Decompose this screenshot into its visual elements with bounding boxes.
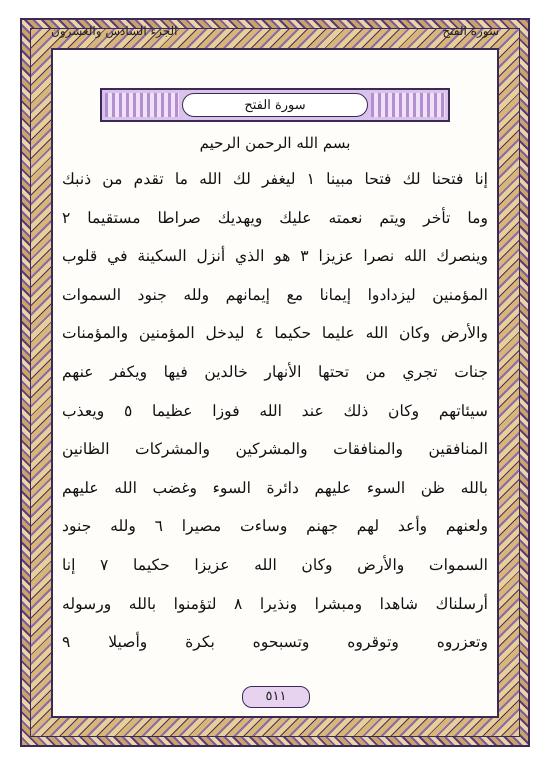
- verse-line: إنا فتحنا لك فتحا مبينا ١ ليغفر لك الله ما تقدم من ذنبك: [62, 170, 488, 188]
- juz-label: الجزء السادس والعشرون: [51, 24, 178, 38]
- verse-line: المؤمنين ليزدادوا إيمانا مع إيمانهم ولله جنود السموات: [62, 285, 488, 304]
- verse-line: والأرض وكان الله عليما حكيما ٤ ليدخل المؤمنين والمؤمنات: [62, 324, 488, 343]
- banner-ornament-left: [105, 93, 179, 117]
- verse-line: سيئاتهم وكان ذلك عند الله فوزا عظيما ٥ ويعذب: [62, 401, 488, 420]
- verse-line: جنات تجري من تحتها الأنهار خالدين فيها ويكفر عنهم: [62, 362, 488, 381]
- verse-line: وما تأخر ويتم نعمته عليك ويهديك صراطا مستقيما ٢: [62, 208, 488, 227]
- banner-ornament-right: [371, 93, 445, 117]
- bismillah: بسم الله الرحمن الرحيم: [199, 134, 351, 152]
- verse-line: وتعزروه وتوقروه وتسبحوه بكرة وأصيلا ٩: [62, 633, 488, 652]
- verse-line: أرسلناك شاهدا ومبشرا ونذيرا ٨ لتؤمنوا بالله ورسوله: [62, 594, 488, 613]
- verse-line: السموات والأرض وكان الله عزيزا حكيما ٧ إنا: [62, 555, 488, 574]
- verse-line: ولعنهم وأعد لهم جهنم وساءت مصيرا ٦ ولله جنود: [62, 517, 488, 536]
- surah-title: سورة الفتح: [182, 93, 368, 117]
- verse-line: بالله ظن السوء عليهم دائرة السوء وغضب الله عليهم: [62, 478, 488, 497]
- surah-label: سورة الفتح: [442, 24, 499, 38]
- verse-block: [62, 160, 488, 662]
- verse-line: المنافقين والمنافقات والمشركين والمشركات الظانين: [62, 440, 488, 459]
- surah-banner: [100, 88, 450, 122]
- page-number: ٥١١: [242, 686, 310, 708]
- verse-line: وينصرك الله نصرا عزيزا ٣ هو الذي أنزل السكينة في قلوب: [62, 247, 488, 266]
- page-header: [51, 20, 499, 46]
